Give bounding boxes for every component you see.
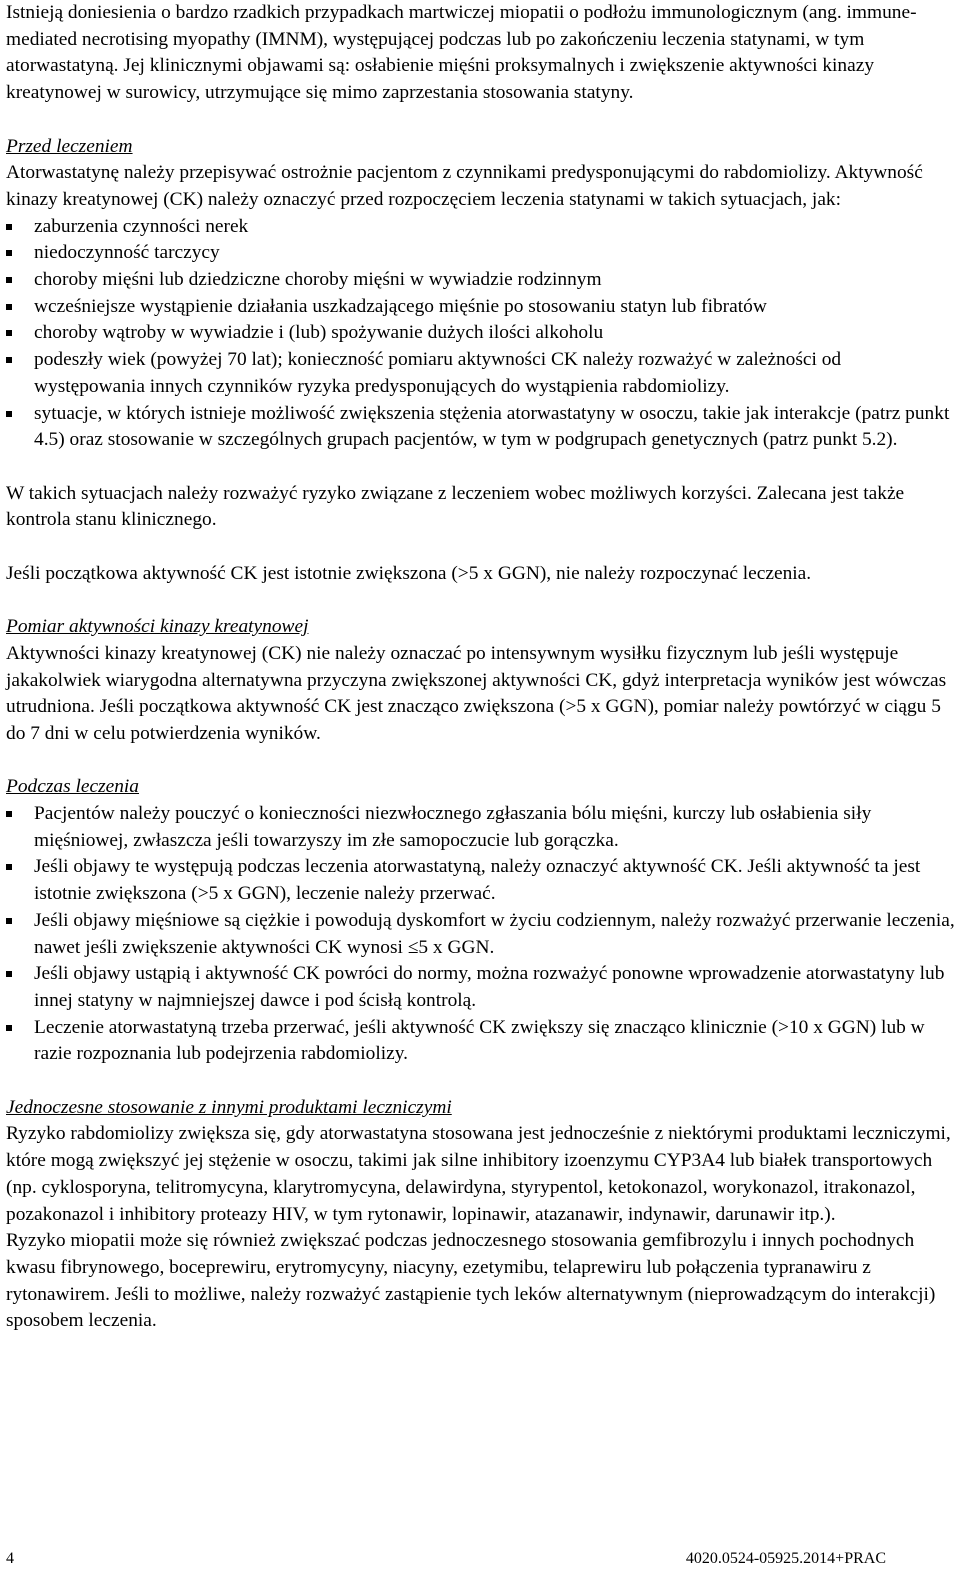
list-item-text: Jeśli objawy te występują podczas leczenia atorwastatyną, należy oznaczyć aktywność CK. Jeśli aktywność ta jest istotnie zwiększona (>5 x GGN), leczenie należy przerwać. <box>34 856 921 905</box>
concomitant-paragraph-2: Ryzyko miopatii może się również zwiększać podczas jednoczesnego stosowania gemfibrozylu i innych pochodnych kwasu fibrynowego, boceprewiru, erytromycyny, niacyny, ezetymibu, telaprewiru lub połączenia typranawiru z rytonawirem. Jeśli to możliwe, należy rozważyć zastąpienie tych leków alternatywnym (nieprowadzącym do interakcji) sposobem leczenia. <box>6 1230 936 1332</box>
list-item <box>6 908 956 961</box>
list-item <box>6 401 956 454</box>
bullet-icon <box>6 411 12 417</box>
list-item <box>6 240 956 267</box>
spacer <box>6 587 956 614</box>
before-treatment-heading: Przed leczeniem <box>6 135 133 157</box>
list-item-text: sytuacje, w których istnieje możliwość zwiększenia stężenia atorwastatyny w osoczu, takie jak interakcje (patrz punkt 4.5) oraz stosowanie w szczególnych grupach pacjentów, w tym w podgrupach genetycznych (patrz punkt 5.2). <box>34 402 950 451</box>
list-item <box>6 854 956 907</box>
bullet-icon <box>6 304 12 310</box>
bullet-icon <box>6 864 12 870</box>
during-treatment-list <box>6 801 956 1068</box>
initial-ck-paragraph: Jeśli początkowa aktywność CK jest istotnie zwiększona (>5 x GGN), nie należy rozpoczynać leczenia. <box>6 562 812 584</box>
list-item <box>6 294 956 321</box>
list-item <box>6 347 956 400</box>
bullet-icon <box>6 357 12 363</box>
bullet-icon <box>6 971 12 977</box>
list-item-text: Jeśli objawy ustąpią i aktywność CK powróci do normy, można rozważyć ponowne wprowadzenie atorwastatyny lub innej statyny w najmniejszej dawce i pod ścisłą kontrolą. <box>34 963 945 1011</box>
spacer <box>6 454 956 481</box>
document-page <box>6 0 956 1335</box>
list-item <box>6 961 956 1014</box>
page-footer <box>6 1546 886 1572</box>
ck-measurement-paragraph: Aktywności kinazy kreatynowej (CK) nie należy oznaczać po intensywnym wysiłku fizycznym lub jeśli występuje jakakolwiek wiarygodna alternatywna przyczyna zwiększonej aktywności CK, gdyż interpretacja wyników jest wówczas utrudniona. Jeśli początkowa aktywność CK jest znacząco zwiększona (>5 x GGN), pomiar należy powtórzyć w ciągu 5 do 7 dni w celu potwierdzenia wyników. <box>6 642 947 744</box>
list-item-text: Jeśli objawy mięśniowe są ciężkie i powodują dyskomfort w życiu codziennym, należy rozważyć przerwanie leczenia, nawet jeśli zwiększenie aktywności CK wynosi ≤5 x GGN. <box>34 909 955 958</box>
bullet-icon <box>6 811 12 817</box>
list-item-text: podeszły wiek (powyżej 70 lat); konieczność pomiaru aktywności CK należy rozważyć w zależności od występowania innych czynników ryzyka predysponujących do wystąpienia rabdomiolizy. <box>34 349 842 397</box>
bullet-icon <box>6 330 12 336</box>
list-item-text: wcześniejsze wystąpienie działania uszkadzającego mięśnie po stosowaniu statyn lub fibratów <box>34 295 767 317</box>
list-item <box>6 1015 956 1068</box>
spacer <box>6 534 956 561</box>
spacer <box>6 748 956 775</box>
list-item-text: choroby mięśni lub dziedziczne choroby mięśni w wywiadzie rodzinnym <box>34 269 602 291</box>
document-code: 4020.0524-05925.2014+PRAC <box>685 1550 886 1567</box>
concomitant-paragraph-1: Ryzyko rabdomiolizy zwiększa się, gdy atorwastatyna stosowana jest jednocześnie z niektórymi produktami leczniczymi, które mogą zwiększyć jej stężenie w osoczu, takimi jak silne inhibitory izoenzymu CYP3A4 lub białek transportowych (np. cyklosporyna, telitromycyna, klarytromycyna, delawirdyna, styrypentol, ketokonazol, worykonazol, itrakonazol, pozakonazol i inhibitory proteazy HIV, w tym rytonawir, lopinawir, atazanawir, indynawir, darunawir itp.). <box>6 1123 951 1225</box>
list-item <box>6 267 956 294</box>
page-number: 4 <box>6 1550 14 1567</box>
list-item-text: Pacjentów należy pouczyć o konieczności niezwłocznego zgłaszania bólu mięśni, kurczy lub osłabienia siły mięśniowej, zwłaszcza jeśli towarzyszy im złe samopoczucie lub gorączka. <box>34 803 872 851</box>
bullet-icon <box>6 224 12 230</box>
list-item-text: Leczenie atorwastatyną trzeba przerwać, jeśli aktywność CK zwiększy się znacząco klinicznie (>10 x GGN) lub w razie rozpoznania lub podejrzenia rabdomiolizy. <box>34 1016 925 1065</box>
ck-measurement-heading: Pomiar aktywności kinazy kreatynowej <box>6 616 309 638</box>
list-item-text: choroby wątroby w wywiadzie i (lub) spożywanie dużych ilości alkoholu <box>34 322 604 344</box>
list-item-text: niedoczynność tarczycy <box>34 242 220 264</box>
bullet-icon <box>6 250 12 256</box>
list-item <box>6 214 956 241</box>
risk-paragraph: W takich sytuacjach należy rozważyć ryzyko związane z leczeniem wobec możliwych korzyści. Zalecana jest także kontrola stanu klinicznego. <box>6 482 905 531</box>
list-item-text: zaburzenia czynności nerek <box>34 215 249 237</box>
before-treatment-paragraph: Atorwastatynę należy przepisywać ostrożnie pacjentom z czynnikami predysponującymi do rabdomiolizy. Aktywność kinazy kreatynowej (CK) należy oznaczyć przed rozpoczęciem leczenia statynami w takich sytuacjach, jak: <box>6 162 923 210</box>
concomitant-heading: Jednoczesne stosowanie z innymi produktami leczniczymi <box>6 1096 452 1118</box>
bullet-icon <box>6 1025 12 1031</box>
bullet-icon <box>6 277 12 283</box>
list-item <box>6 801 956 854</box>
during-treatment-heading: Podczas leczenia <box>6 776 140 798</box>
spacer <box>6 1068 956 1095</box>
bullet-icon <box>6 918 12 924</box>
risk-factor-list <box>6 214 956 454</box>
spacer <box>6 107 956 134</box>
list-item <box>6 320 956 347</box>
intro-paragraph: Istnieją doniesienia o bardzo rzadkich przypadkach martwiczej miopatii o podłożu immunologicznym (ang. immune-mediated necrotising myopathy (IMNM), występującej podczas lub po zakończeniu leczenia statynami, w tym atorwastatyną. Jej klinicznymi objawami są: osłabienie mięśni proksymalnych i zwiększenie aktywności kinazy kreatynowej w surowicy, utrzymujące się mimo zaprzestania stosowania statyny. <box>6 2 917 104</box>
